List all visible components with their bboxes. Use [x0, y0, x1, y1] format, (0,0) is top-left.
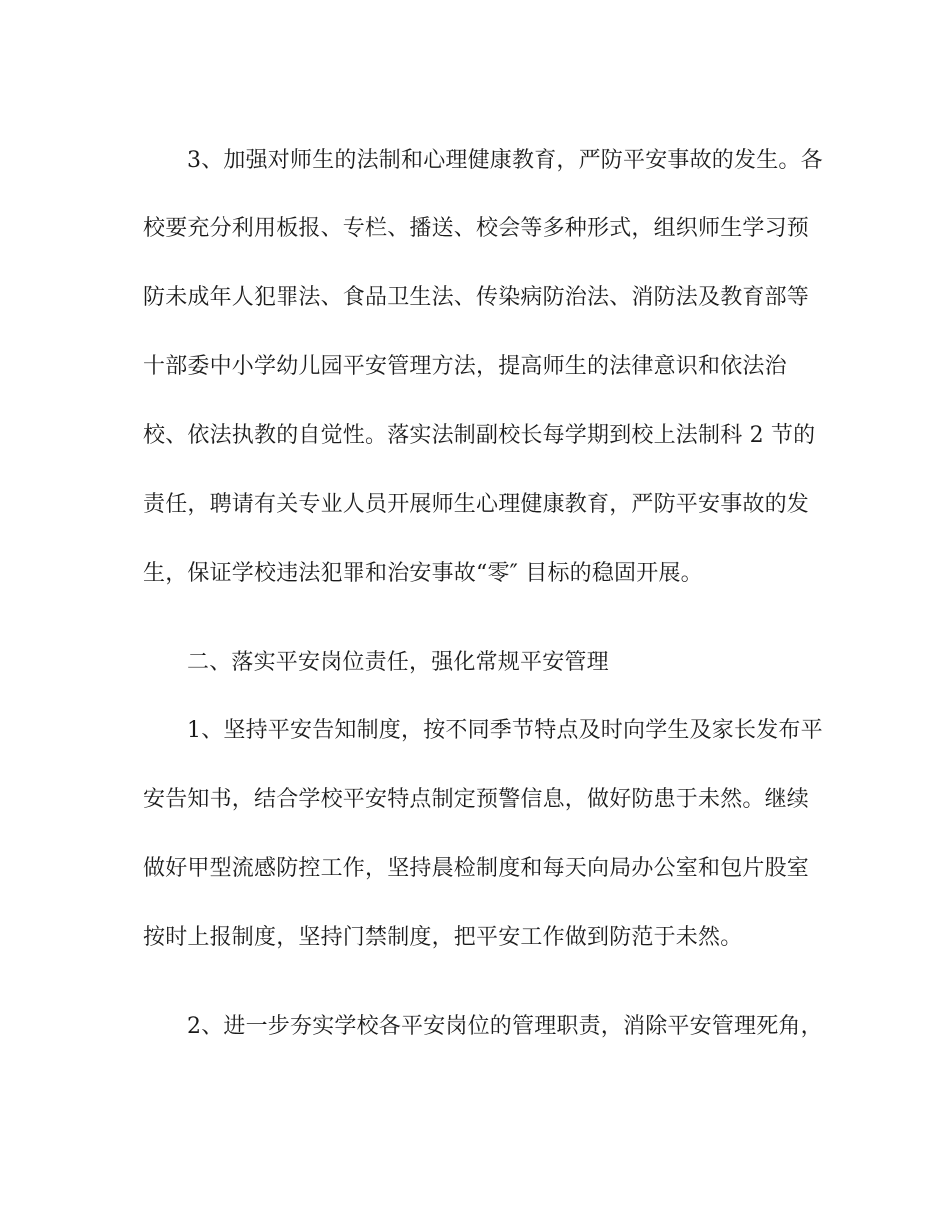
section-heading-2: 二、落实平安岗位责任，强化常规平安管理: [187, 650, 609, 675]
paragraph-3-line-7: 生，保证学校违法犯罪和治安事故“零″ 目标的稳固开展。: [143, 561, 703, 586]
paragraph-3-line-2: 校要充分利用板报、专栏、播送、校会等多种形式，组织师生学习预: [143, 216, 810, 241]
paragraph-3-line-6: 责任，聘请有关专业人员开展师生心理健康教育，严防平安事故的发: [143, 492, 810, 517]
paragraph-3-line-1: 3、加强对师生的法制和心理健康教育，严防平安事故的发生。各: [187, 148, 823, 173]
item-1-line-2: 安告知书，结合学校平安特点制定预警信息，做好防患于未然。继续: [143, 787, 810, 812]
item-1-line-4: 按时上报制度，坚持门禁制度，把平安工作做到防范于未然。: [143, 925, 743, 950]
item-2-line-1: 2、进一步夯实学校各平安岗位的管理职责，消除平安管理死角，: [187, 1014, 823, 1039]
item-1-line-3: 做好甲型流感防控工作，坚持晨检制度和每天向局办公室和包片股室: [143, 856, 810, 881]
item-1-line-1: 1、坚持平安告知制度，按不同季节特点及时向学生及家长发布平: [187, 718, 823, 743]
paragraph-3-line-3: 防未成年人犯罪法、食品卫生法、传染病防治法、消防法及教育部等: [143, 285, 810, 310]
paragraph-3-line-4: 十部委中小学幼儿园平安管理方法，提高师生的法律意识和依法治: [143, 354, 787, 379]
paragraph-3-line-5: 校、依法执教的自觉性。落实法制副校长每学期到校上法制科 2 节的: [143, 423, 816, 448]
